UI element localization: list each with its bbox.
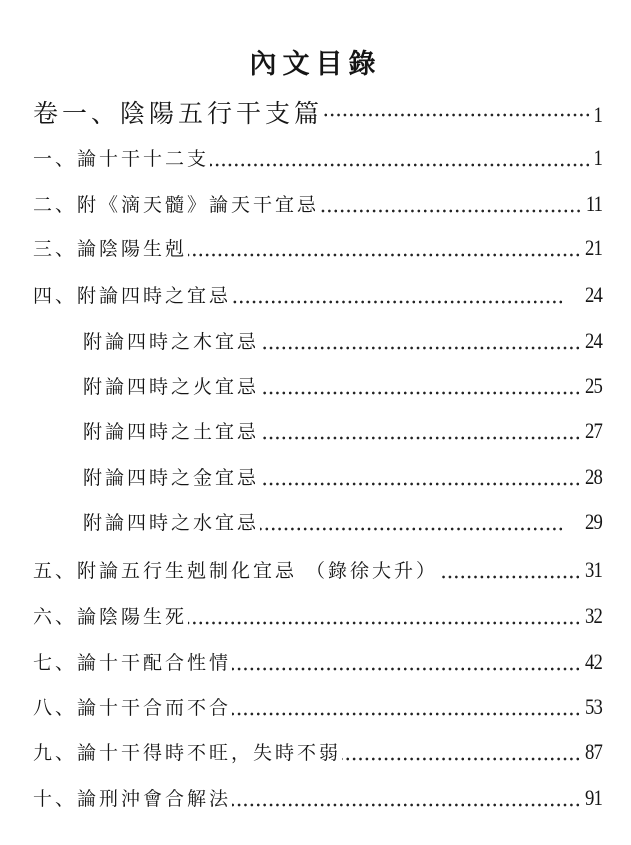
toc-entry-9[interactable]	[33, 738, 602, 768]
toc-page-number: 42	[585, 649, 602, 674]
toc-subentry-metal[interactable]	[83, 463, 602, 493]
toc-page-number: 25	[585, 373, 602, 398]
dot-leader	[260, 346, 581, 350]
dot-leader	[232, 803, 581, 807]
toc-entry-label: 七、論十干配合性情	[33, 652, 232, 674]
toc-entry-6[interactable]	[33, 602, 602, 632]
toc-entry-label: 五、附論五行生剋制化宜忌 （錄徐大升）	[33, 560, 439, 582]
toc-page-number: 32	[585, 603, 602, 628]
toc-entry-label: 四、附論四時之宜忌	[33, 285, 232, 307]
toc-entry-label: 附論四時之金宜忌	[83, 467, 260, 489]
toc-entry-5[interactable]	[33, 556, 602, 586]
toc-entry-label: 卷一、陰陽五行干支篇	[33, 99, 324, 128]
toc-subentry-water[interactable]	[83, 508, 602, 538]
toc-page-number: 1	[593, 102, 602, 127]
dot-leader	[439, 575, 581, 579]
dot-leader	[188, 621, 581, 625]
toc-entry-label: 一、論十干十二支	[33, 148, 210, 170]
page-title: 內文目錄	[249, 49, 382, 80]
toc-entry-4[interactable]	[33, 281, 602, 311]
toc-entry-1[interactable]	[33, 144, 602, 174]
toc-page-number: 29	[585, 509, 602, 534]
toc-subentry-wood[interactable]	[83, 327, 602, 357]
toc-entry-8[interactable]	[33, 693, 602, 723]
toc-page-number: 11	[585, 191, 602, 216]
toc-page-number: 27	[585, 418, 602, 443]
toc-subentry-fire[interactable]	[83, 372, 602, 402]
toc-page-number: 53	[585, 694, 602, 719]
toc-entry-label: 附論四時之土宜忌	[83, 421, 260, 443]
toc-entry-label: 十、論刑沖會合解法	[33, 788, 232, 810]
dot-leader	[260, 436, 581, 440]
toc-page-number: 87	[585, 739, 602, 764]
toc-entry-3[interactable]	[33, 234, 602, 264]
dot-leader	[232, 712, 581, 716]
toc-entry-volume-1[interactable]	[33, 94, 602, 128]
dot-leader	[188, 253, 581, 257]
toc-entry-label: 附論四時之水宜忌	[83, 512, 260, 534]
dot-leader	[260, 527, 564, 531]
toc-entry-label: 附論四時之木宜忌	[83, 331, 260, 353]
dot-leader	[260, 482, 581, 486]
toc-entry-label: 六、論陰陽生死	[33, 606, 188, 628]
dot-leader	[232, 667, 581, 671]
dot-leader	[210, 163, 591, 167]
toc-page-number: 24	[585, 328, 602, 353]
toc-entry-10[interactable]	[33, 784, 602, 814]
toc-entry-label: 二、附《滴天髓》論天干宜忌	[33, 194, 320, 216]
dot-leader	[324, 113, 591, 117]
toc-page-number: 28	[585, 464, 602, 489]
dot-leader	[232, 300, 564, 304]
toc-page-number: 31	[585, 557, 602, 582]
toc-subentry-earth[interactable]	[83, 417, 602, 447]
toc-page-number: 1	[593, 145, 602, 170]
dot-leader	[320, 209, 582, 213]
toc-entry-label: 八、論十干合而不合	[33, 697, 232, 719]
dot-leader	[260, 391, 581, 395]
toc-entry-label: 附論四時之火宜忌	[83, 376, 260, 398]
dot-leader	[342, 757, 581, 761]
toc-page-number: 21	[585, 235, 602, 260]
toc-entry-2[interactable]	[33, 190, 602, 220]
toc-page-number: 91	[585, 785, 602, 810]
toc-entry-label: 三、論陰陽生剋	[33, 238, 188, 260]
toc-entry-label: 九、論十干得時不旺，失時不弱	[33, 742, 342, 764]
toc-entry-7[interactable]	[33, 648, 602, 678]
toc-page-number: 24	[585, 282, 602, 307]
